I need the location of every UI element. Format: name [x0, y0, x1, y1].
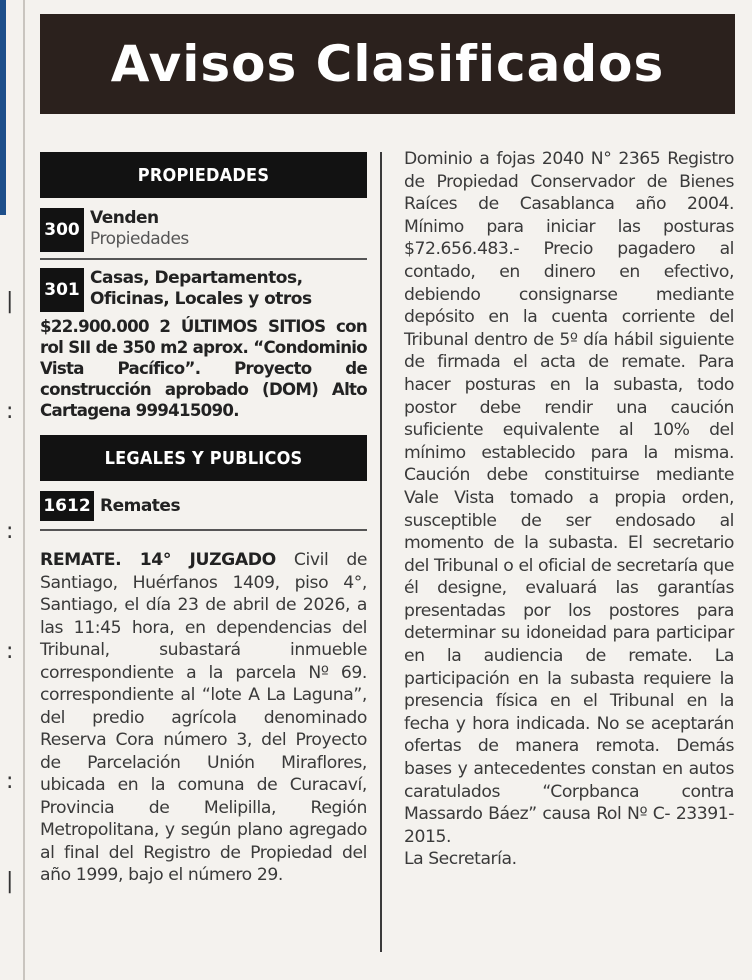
margin-mark: :: [6, 639, 14, 664]
category-title: Casas, Departamentos, Oficinas, Locales y otros: [90, 268, 312, 309]
divider: [40, 529, 367, 531]
section-heading-legales: LEGALES Y PUBLICOS: [40, 435, 367, 481]
category-number: 301: [40, 268, 84, 312]
page-margin-rule: [23, 0, 25, 980]
category-title: Venden: [90, 208, 159, 228]
category-1612: [40, 491, 367, 521]
left-column: [40, 152, 367, 887]
category-300: [40, 208, 367, 252]
remate-body: Civil de Santiago, Huérfanos 1409, piso 4°, Santiago, el día 23 de abril de 2026, a las 11:45 hora, en dependencias del Tribunal, subastará inmueble correspondiente a la parcela Nº 69. correspondiente al “lote A La Laguna”, del predio agrícola denominado Reserva Cora número 3, del Proyecto de Parcelación Unión Miraflores, ubicada en la comuna de Curacaví, Provincia de Melipilla, Región Metropolitana, y según plano agregado al final del Registro de Propiedad del año 1999, bajo el número 29.: [40, 550, 367, 885]
page-title: Avisos Clasificados: [110, 35, 665, 93]
category-label: [84, 208, 189, 250]
column-divider: [380, 152, 382, 952]
category-number: 300: [40, 208, 84, 252]
category-number: 1612: [40, 491, 94, 521]
adjacent-page-edge: [0, 0, 26, 980]
section-heading-propiedades: PROPIEDADES: [40, 152, 367, 198]
remate-continuation-text: [404, 148, 734, 871]
divider: [40, 258, 367, 260]
classified-ad-property: $22.900.000 2 ÚLTIMOS SITIOS con rol SII de 350 m2 aprox. “Condominio Vista Pacífico”. Proyecto de construcción aprobado (DOM) Alto Cartagena 999415090.: [40, 317, 367, 420]
margin-mark: |: [6, 869, 14, 894]
remate-signature: La Secretaría.: [404, 849, 517, 870]
category-subtitle: Propiedades: [90, 229, 189, 249]
category-301: [40, 268, 367, 312]
right-column: [404, 148, 734, 871]
adjacent-page-color-strip: [0, 0, 6, 215]
remate-continuation: Dominio a fojas 2040 N° 2365 Registro de Propiedad Conservador de Bienes Raíces de Casablanca año 2004. Mínimo para iniciar las posturas $72.656.483.- Precio pagadero al contado, en dinero en efectivo, debiendo consignarse mediante depósito en la cuenta corriente del Tribunal dentro de 5º día hábil siguiente de firmada el acta de remate. Para hacer posturas en la subasta, todo postor debe rendir una caución suficiente equivalente al 10% del mínimo establecido para la misma. Caución debe constituirse mediante Vale Vista tomado a propia orden, susceptible de ser endosado al momento de la subasta. El secretario del Tribunal o el oficial de secretaría que él designe, evaluará las garantías presentadas por los postores para determinar su idoneidad para participar en la audiencia de remate. La participación en la subasta requiere la presencia física en el Tribunal en la fecha y hora indicada. No se aceptarán ofertas de manera remota. Demás bases y antecedentes constan en autos caratulados “Corpbanca contra Massardo Báez” causa Rol Nº C- 23391-2015.: [404, 149, 734, 847]
margin-mark: :: [6, 769, 14, 794]
category-title: Remates: [100, 496, 181, 516]
remate-lead: REMATE. 14° JUZGADO: [40, 550, 276, 570]
remate-notice-text: [40, 549, 367, 887]
masthead: [40, 14, 735, 114]
margin-mark: :: [6, 399, 14, 424]
margin-mark: |: [6, 289, 14, 314]
margin-mark: :: [6, 519, 14, 544]
